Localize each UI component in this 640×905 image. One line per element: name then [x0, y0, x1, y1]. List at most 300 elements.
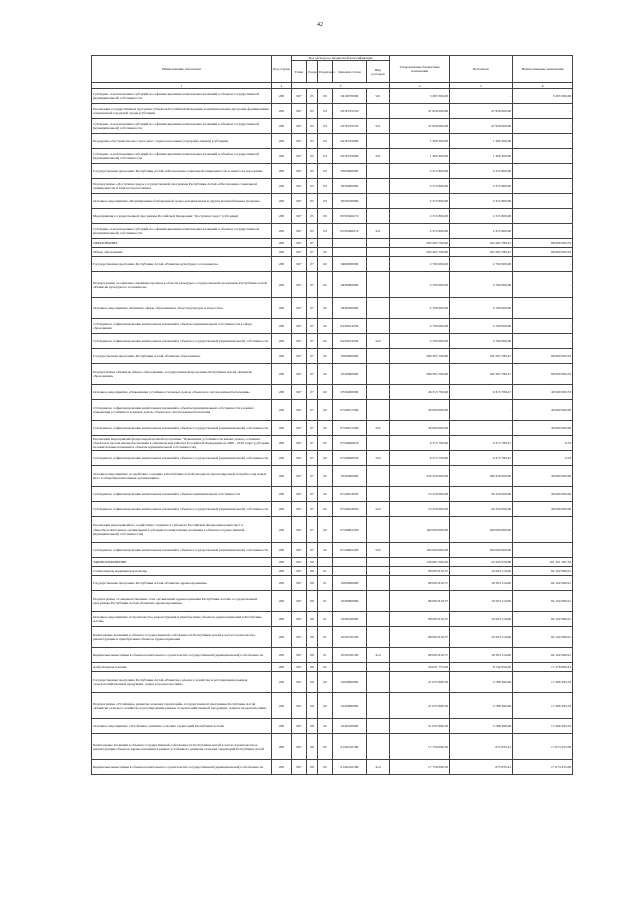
column-index: 6	[513, 83, 573, 89]
approved-amount: 6 315 790,00	[390, 436, 450, 451]
razdel-code: 05	[307, 179, 318, 194]
glava-code: 907	[292, 385, 307, 400]
podrazdel-code	[318, 558, 333, 567]
glava-code: 907	[292, 248, 307, 257]
unexecuted-amount: -	[513, 179, 573, 194]
approved-amount: 98 695 810,57	[390, 627, 450, 648]
expense-type-code	[367, 194, 390, 209]
expense-type-code	[367, 134, 390, 149]
page-number: 42	[317, 22, 323, 28]
expense-type-code	[367, 693, 390, 719]
target-code: 021F255550	[333, 104, 367, 119]
unexecuted-amount: 0,53	[513, 436, 573, 451]
podrazdel-code: 02	[318, 672, 333, 693]
header-name: Наименование показателя	[92, 56, 272, 83]
header-target: Целевая статья	[333, 61, 367, 83]
executed-amount: 3 788 496,96	[450, 672, 513, 693]
target-code: 021F255600	[333, 134, 367, 149]
row-name: Государственная программа Республики Алтай «Развитие культурного потенциала»	[92, 257, 272, 272]
podrazdel-code: 01	[318, 567, 333, 576]
expense-type-code	[367, 627, 390, 648]
expense-type-code	[367, 719, 390, 734]
approved-amount: 2 315 800,00	[390, 194, 450, 209]
razdel-code: 07	[307, 421, 318, 436]
approved-amount: 2 315 800,00	[390, 179, 450, 194]
table-row	[92, 257, 573, 272]
expense-type-code: 522	[367, 543, 390, 558]
expense-type-code	[367, 487, 390, 502]
expense-type-code: 522	[367, 421, 390, 436]
target-code: 07204Z4950	[333, 502, 367, 517]
table-row	[92, 466, 573, 487]
glava-code: 907	[292, 119, 307, 134]
row-name: Государственная программа Республики Алтай «Обеспечение социальной защищенности и занятости населения»	[92, 164, 272, 179]
podrazdel-code: 02	[318, 502, 333, 517]
expense-type-code	[367, 319, 390, 334]
approved-amount: 98 695 810,57	[390, 612, 450, 627]
approved-amount: 234 250 000,00	[390, 466, 450, 487]
unexecuted-amount: 82 192 690,91	[513, 648, 573, 663]
row-name: Субсидии на софинансирование капитальных вложений в объекты муниципальной собственности	[92, 487, 272, 502]
executed-amount: 26 250 000,00	[450, 487, 513, 502]
row-name: Субсидии, за исключением субсидий на софинансирование капитальных вложений в объекты государственной (муниципальной) собственности	[92, 224, 272, 239]
razdel-code: 05	[307, 224, 318, 239]
unexecuted-amount: 82 192 690,91	[513, 627, 573, 648]
expense-type-code: 521	[367, 149, 390, 164]
glava-code: 907	[292, 487, 307, 502]
razdel-code: 07	[307, 502, 318, 517]
row-name: Субсидии на софинансирование капитальных вложений в объекты муниципальной собственности в рамках повышения устойчивости жилых домов, объектов и систем жизнеобеспечения	[92, 400, 272, 421]
row-name: Капитальные вложения в объекты государственной собственности Республики Алтай в части строительства, реконструкции и приобретения объектов здравоохранения	[92, 627, 272, 648]
expense-type-code	[367, 517, 390, 543]
executed-amount: 2 315 800,00	[450, 179, 513, 194]
unexecuted-amount: 101 321 587,34	[513, 558, 573, 567]
expense-type-code	[367, 298, 390, 319]
target-code: 0550100000	[333, 194, 367, 209]
header-razdel: Раздел	[307, 61, 318, 83]
razdel-code: 09	[307, 760, 318, 775]
executed-amount: 2 700 000,00	[450, 319, 513, 334]
line-code: 200	[272, 239, 292, 248]
approved-amount: 2 700 000,00	[390, 319, 450, 334]
line-code: 200	[272, 466, 292, 487]
approved-amount: 280 565 790,00	[390, 364, 450, 385]
razdel-code: 05	[307, 164, 318, 179]
unexecuted-amount: -	[513, 298, 573, 319]
approved-amount: 2 315 800,00	[390, 224, 450, 239]
executed-amount: -	[450, 421, 513, 436]
razdel-code: 09	[307, 693, 318, 719]
line-code: 200	[272, 517, 292, 543]
row-name: Общее образование	[92, 248, 272, 257]
expense-type-code	[367, 272, 390, 298]
unexecuted-amount: 82 192 690,91	[513, 567, 573, 576]
target-code: 0140000000	[333, 693, 367, 719]
razdel-code: 07	[307, 239, 318, 248]
podrazdel-code: 02	[318, 385, 333, 400]
row-name: Субсидии на софинансирование капитальных вложений в объекты государственной (муниципальной) собственности	[92, 543, 272, 558]
unexecuted-amount: 17 266 593,54	[513, 693, 573, 719]
row-name: Государственная программа Республики Алтай «Развитие сельского хозяйства и регулирование рынков сельскохозяйственной продукции, сырья и продовольствия»	[92, 672, 272, 693]
line-code: 200	[272, 194, 292, 209]
glava-code: 907	[292, 517, 307, 543]
glava-code: 907	[292, 319, 307, 334]
podrazdel-code: 02	[318, 719, 333, 734]
glava-code: 907	[292, 89, 307, 104]
executed-amount: 16 503 119,66	[450, 576, 513, 591]
approved-amount: 98 695 810,57	[390, 591, 450, 612]
expense-type-code: 522	[367, 334, 390, 349]
approved-amount: 126 667 566,20	[390, 558, 450, 567]
approved-amount: 17 750 090,50	[390, 734, 450, 760]
approved-amount: 6 315 790,00	[390, 451, 450, 466]
executed-amount: 1 309 300,00	[450, 149, 513, 164]
podrazdel-code: 03	[318, 164, 333, 179]
razdel-code: 07	[307, 451, 318, 466]
unexecuted-amount: 82 192 690,91	[513, 591, 573, 612]
unexecuted-amount: 88 000 000,53	[513, 248, 573, 257]
podrazdel-code: 03	[318, 179, 333, 194]
column-index: 3	[292, 83, 390, 89]
target-code: 0700000000	[333, 349, 367, 364]
table-row	[92, 567, 573, 576]
row-name: Поддержка обустройства мест массового отдыха населения (городских парков) (субсидии)	[92, 134, 272, 149]
executed-amount: 2 315 800,00	[450, 194, 513, 209]
glava-code: 907	[292, 298, 307, 319]
target-code: 07204R5200	[333, 543, 367, 558]
table-row	[92, 104, 573, 119]
approved-amount: 46 315 790,00	[390, 385, 450, 400]
target-code: 07204Z4950	[333, 487, 367, 502]
razdel-code: 09	[307, 591, 318, 612]
unexecuted-amount: 17 266 593,54	[513, 672, 573, 693]
table-body	[92, 89, 573, 775]
glava-code: 907	[292, 672, 307, 693]
table-row	[92, 164, 573, 179]
table-row	[92, 239, 573, 248]
line-code: 200	[272, 319, 292, 334]
unexecuted-amount: 0,53	[513, 451, 573, 466]
target-code: 0140100000	[333, 719, 367, 734]
podrazdel-code	[318, 239, 333, 248]
line-code: 200	[272, 364, 292, 385]
target-code: 1030100000	[333, 612, 367, 627]
target-code	[333, 663, 367, 672]
line-code: 200	[272, 257, 292, 272]
table-row	[92, 349, 573, 364]
expense-type-code	[367, 663, 390, 672]
approved-amount: 98 695 810,57	[390, 567, 450, 576]
executed-amount: 3 788 496,96	[450, 693, 513, 719]
header-code-group: Код расхода по бюджетной классификации	[292, 56, 390, 61]
approved-amount: 283 265 790,00	[390, 248, 450, 257]
table-row	[92, 421, 573, 436]
expense-type-code	[367, 248, 390, 257]
podrazdel-code: 03	[318, 119, 333, 134]
podrazdel-code: 03	[318, 89, 333, 104]
expense-type-code: 521	[367, 119, 390, 134]
unexecuted-amount: -	[513, 334, 573, 349]
podrazdel-code: 03	[318, 194, 333, 209]
column-index: 5	[450, 83, 513, 89]
target-code: 07204R5200	[333, 517, 367, 543]
target-code: 1030000000	[333, 591, 367, 612]
glava-code: 907	[292, 209, 307, 224]
approved-amount: 21 055 690,50	[390, 693, 450, 719]
approved-amount: 160 000 000,00	[390, 543, 450, 558]
approved-amount: 2 700 000,00	[390, 334, 450, 349]
expense-type-code: 521	[367, 224, 390, 239]
glava-code: 907	[292, 693, 307, 719]
glava-code: 907	[292, 104, 307, 119]
unexecuted-amount: 48 000 000,00	[513, 466, 573, 487]
podrazdel-code: 01	[318, 648, 333, 663]
podrazdel-code: 02	[318, 364, 333, 385]
row-name: Основное мероприятие «Развитие сферы образования в области культуры и искусства»	[92, 298, 272, 319]
target-code: 0720400000	[333, 466, 367, 487]
line-code: 200	[272, 436, 292, 451]
glava-code: 907	[292, 164, 307, 179]
table-row	[92, 298, 573, 319]
approved-amount: 98 695 810,57	[390, 576, 450, 591]
expense-type-code: 522	[367, 451, 390, 466]
row-name: Субсидии на софинансирование капитальных вложений в объекты государственной (муниципальной) собственности	[92, 451, 272, 466]
row-name: Основное мероприятие «Строительство, реконструкция и приобретение объектов здравоохранения в Республике Алтай»	[92, 612, 272, 627]
executed-amount: 26 250 000,00	[450, 502, 513, 517]
table-row	[92, 194, 573, 209]
podrazdel-code: 03	[318, 209, 333, 224]
table-row	[92, 272, 573, 298]
unexecuted-amount: -	[513, 517, 573, 543]
approved-amount: 2 700 000,00	[390, 298, 450, 319]
unexecuted-amount: -	[513, 209, 573, 224]
table-row	[92, 558, 573, 567]
unexecuted-amount: 88 000 000,53	[513, 364, 573, 385]
target-code: 05501R0272	[333, 209, 367, 224]
glava-code: 907	[292, 436, 307, 451]
executed-amount: 16 503 119,66	[450, 591, 513, 612]
podrazdel-code: 02	[318, 257, 333, 272]
target-code: 0550000000	[333, 179, 367, 194]
row-name: Подпрограмма «Развитие общего образования» государственной программы Республики Алтай «Развитие образования»	[92, 364, 272, 385]
line-code: 200	[272, 627, 292, 648]
razdel-code: 07	[307, 319, 318, 334]
podrazdel-code: 02	[318, 517, 333, 543]
target-code: 10301Z0100	[333, 627, 367, 648]
unexecuted-amount: -	[513, 164, 573, 179]
razdel-code: 07	[307, 272, 318, 298]
line-code: 200	[272, 134, 292, 149]
unexecuted-amount: 17 266 593,54	[513, 719, 573, 734]
table-row	[92, 663, 573, 672]
header-approved: Утвержденные бюджетные назначения	[390, 56, 450, 83]
expense-type-code	[367, 576, 390, 591]
razdel-code: 05	[307, 134, 318, 149]
unexecuted-amount: 48 000 000,00	[513, 487, 573, 502]
column-index: 4	[390, 83, 450, 89]
line-code: 200	[272, 421, 292, 436]
podrazdel-code: 02	[318, 421, 333, 436]
approved-amount: 283 265 790,00	[390, 239, 450, 248]
executed-amount: 192 565 789,47	[450, 364, 513, 385]
razdel-code: 07	[307, 385, 318, 400]
executed-amount: 8 742 859,20	[450, 663, 513, 672]
expense-type-code	[367, 239, 390, 248]
razdel-code: 07	[307, 466, 318, 487]
razdel-code: 09	[307, 558, 318, 567]
expense-type-code	[367, 436, 390, 451]
glava-code: 907	[292, 224, 307, 239]
expense-type-code	[367, 567, 390, 576]
podrazdel-code: 02	[318, 400, 333, 421]
glava-code: 907	[292, 612, 307, 627]
unexecuted-amount: -	[513, 149, 573, 164]
glava-code: 907	[292, 591, 307, 612]
table-row	[92, 760, 573, 775]
unexecuted-amount: 82 192 690,91	[513, 576, 573, 591]
target-code: 07202R0830	[333, 436, 367, 451]
glava-code: 907	[292, 149, 307, 164]
line-code: 200	[272, 591, 292, 612]
target-code	[333, 558, 367, 567]
row-name: Основное мероприятие «Повышение устойчивости жилых домов, объектов и систем жизнеобеспечения»	[92, 385, 272, 400]
executed-amount: 6 315 789,47	[450, 451, 513, 466]
unexecuted-amount: -	[513, 194, 573, 209]
podrazdel-code: 02	[318, 663, 333, 672]
podrazdel-code: 02	[318, 334, 333, 349]
approved-amount: 74 250 000,00	[390, 487, 450, 502]
target-code: 04302Z4330	[333, 334, 367, 349]
podrazdel-code: 01	[318, 591, 333, 612]
target-code: 07202Z7200	[333, 421, 367, 436]
expense-type-code	[367, 164, 390, 179]
table-row	[92, 672, 573, 693]
glava-code: 907	[292, 576, 307, 591]
target-code: 0430000000	[333, 272, 367, 298]
unexecuted-amount: 40 000 000,53	[513, 385, 573, 400]
unexecuted-amount: -	[513, 543, 573, 558]
razdel-code: 07	[307, 400, 318, 421]
expense-type-code	[367, 209, 390, 224]
line-code: 200	[272, 349, 292, 364]
target-code: 0100000000	[333, 672, 367, 693]
podrazdel-code: 02	[318, 298, 333, 319]
executed-amount: 16 503 119,66	[450, 612, 513, 627]
razdel-code: 07	[307, 334, 318, 349]
row-name: Государственная программа Республики Алтай «Развитие образования»	[92, 349, 272, 364]
table-row	[92, 451, 573, 466]
expense-type-code	[367, 466, 390, 487]
executed-amount: 16 503 119,66	[450, 648, 513, 663]
target-code: 01401Z0180	[333, 760, 367, 775]
unexecuted-amount: 3 283 300,00	[513, 89, 573, 104]
glava-code: 907	[292, 451, 307, 466]
line-code: 200	[272, 672, 292, 693]
expense-type-code	[367, 591, 390, 612]
glava-code: 907	[292, 364, 307, 385]
expense-type-code	[367, 400, 390, 421]
row-name: Субсидии на софинансирование капитальных вложений в объекты муниципальной собственности в сфере образования	[92, 319, 272, 334]
glava-code: 907	[292, 719, 307, 734]
executed-amount: 1 309 300,00	[450, 134, 513, 149]
line-code: 200	[272, 89, 292, 104]
podrazdel-code: 02	[318, 349, 333, 364]
table-row	[92, 385, 573, 400]
row-name: Основное мероприятие «Содействие созданию в Республике Алтай (исходя из прогнозируемой потребности) новых мест в общеобразовательных организациях»	[92, 466, 272, 487]
table-row	[92, 591, 573, 612]
target-code: 0210970000	[333, 89, 367, 104]
approved-amount: 2 700 000,00	[390, 272, 450, 298]
executed-amount: 2 315 800,00	[450, 224, 513, 239]
budget-execution-table	[91, 55, 573, 775]
podrazdel-code: 02	[318, 451, 333, 466]
target-code: 05501R0272	[333, 224, 367, 239]
line-code: 200	[272, 502, 292, 517]
approved-amount: 2 700 000,00	[390, 257, 450, 272]
row-name: Бюджетные инвестиции в объекты капитального строительства государственной (муниципальной) собственности	[92, 760, 272, 775]
row-name: Субсидии, за исключением субсидий на софинансирование капитальных вложений в объекты государственной (муниципальной) собственности	[92, 89, 272, 104]
approved-amount: 1 309 300,00	[390, 134, 450, 149]
header-line-code: Код строки	[272, 56, 292, 83]
row-name: Реализация мероприятий федеральной целевой программы "Повышение устойчивости жилых домов, основных объектов и систем жизнеобеспечения в сейсмических районах Российской Федерации на 2009 - 2018 годы" (субсидии на капитальные вложения в объекты муниципальной собственности)	[92, 436, 272, 451]
table-row	[92, 364, 573, 385]
line-code: 200	[272, 576, 292, 591]
glava-code: 907	[292, 194, 307, 209]
expense-type-code	[367, 672, 390, 693]
approved-amount: 40 000 000,00	[390, 421, 450, 436]
table-row	[92, 543, 573, 558]
unexecuted-amount: -	[513, 224, 573, 239]
target-code: 0400000000	[333, 257, 367, 272]
header-podrazdel: Подраздел	[318, 61, 333, 83]
razdel-code: 07	[307, 298, 318, 319]
razdel-code: 09	[307, 612, 318, 627]
expense-type-code	[367, 349, 390, 364]
podrazdel-code: 03	[318, 224, 333, 239]
line-code: 200	[272, 734, 292, 760]
glava-code: 907	[292, 421, 307, 436]
unexecuted-amount: 17 278 896,43	[513, 663, 573, 672]
line-code: 200	[272, 558, 292, 567]
podrazdel-code: 01	[318, 627, 333, 648]
razdel-code: 05	[307, 89, 318, 104]
row-name: ОБРАЗОВАНИЕ	[92, 239, 272, 248]
razdel-code: 05	[307, 104, 318, 119]
unexecuted-amount: -	[513, 319, 573, 334]
unexecuted-amount: 40 000 000,00	[513, 421, 573, 436]
approved-amount: 17 750 090,50	[390, 760, 450, 775]
expense-type-code	[367, 385, 390, 400]
executed-amount: 160 000 000,00	[450, 517, 513, 543]
approved-amount: 2 315 800,00	[390, 209, 450, 224]
razdel-code: 09	[307, 648, 318, 663]
unexecuted-amount: 48 000 000,00	[513, 502, 573, 517]
podrazdel-code: 01	[318, 576, 333, 591]
podrazdel-code: 02	[318, 734, 333, 760]
executed-amount: 2 700 000,00	[450, 298, 513, 319]
podrazdel-code: 02	[318, 436, 333, 451]
razdel-code: 07	[307, 349, 318, 364]
approved-amount: 21 055 690,50	[390, 719, 450, 734]
line-code: 200	[272, 104, 292, 119]
expense-type-code: 521	[367, 89, 390, 104]
line-code: 200	[272, 334, 292, 349]
razdel-code: 07	[307, 487, 318, 502]
executed-amount: 195 265 789,47	[450, 239, 513, 248]
unexecuted-amount: 88 000 000,53	[513, 349, 573, 364]
target-code: 01401Z0180	[333, 734, 367, 760]
table-row	[92, 149, 573, 164]
